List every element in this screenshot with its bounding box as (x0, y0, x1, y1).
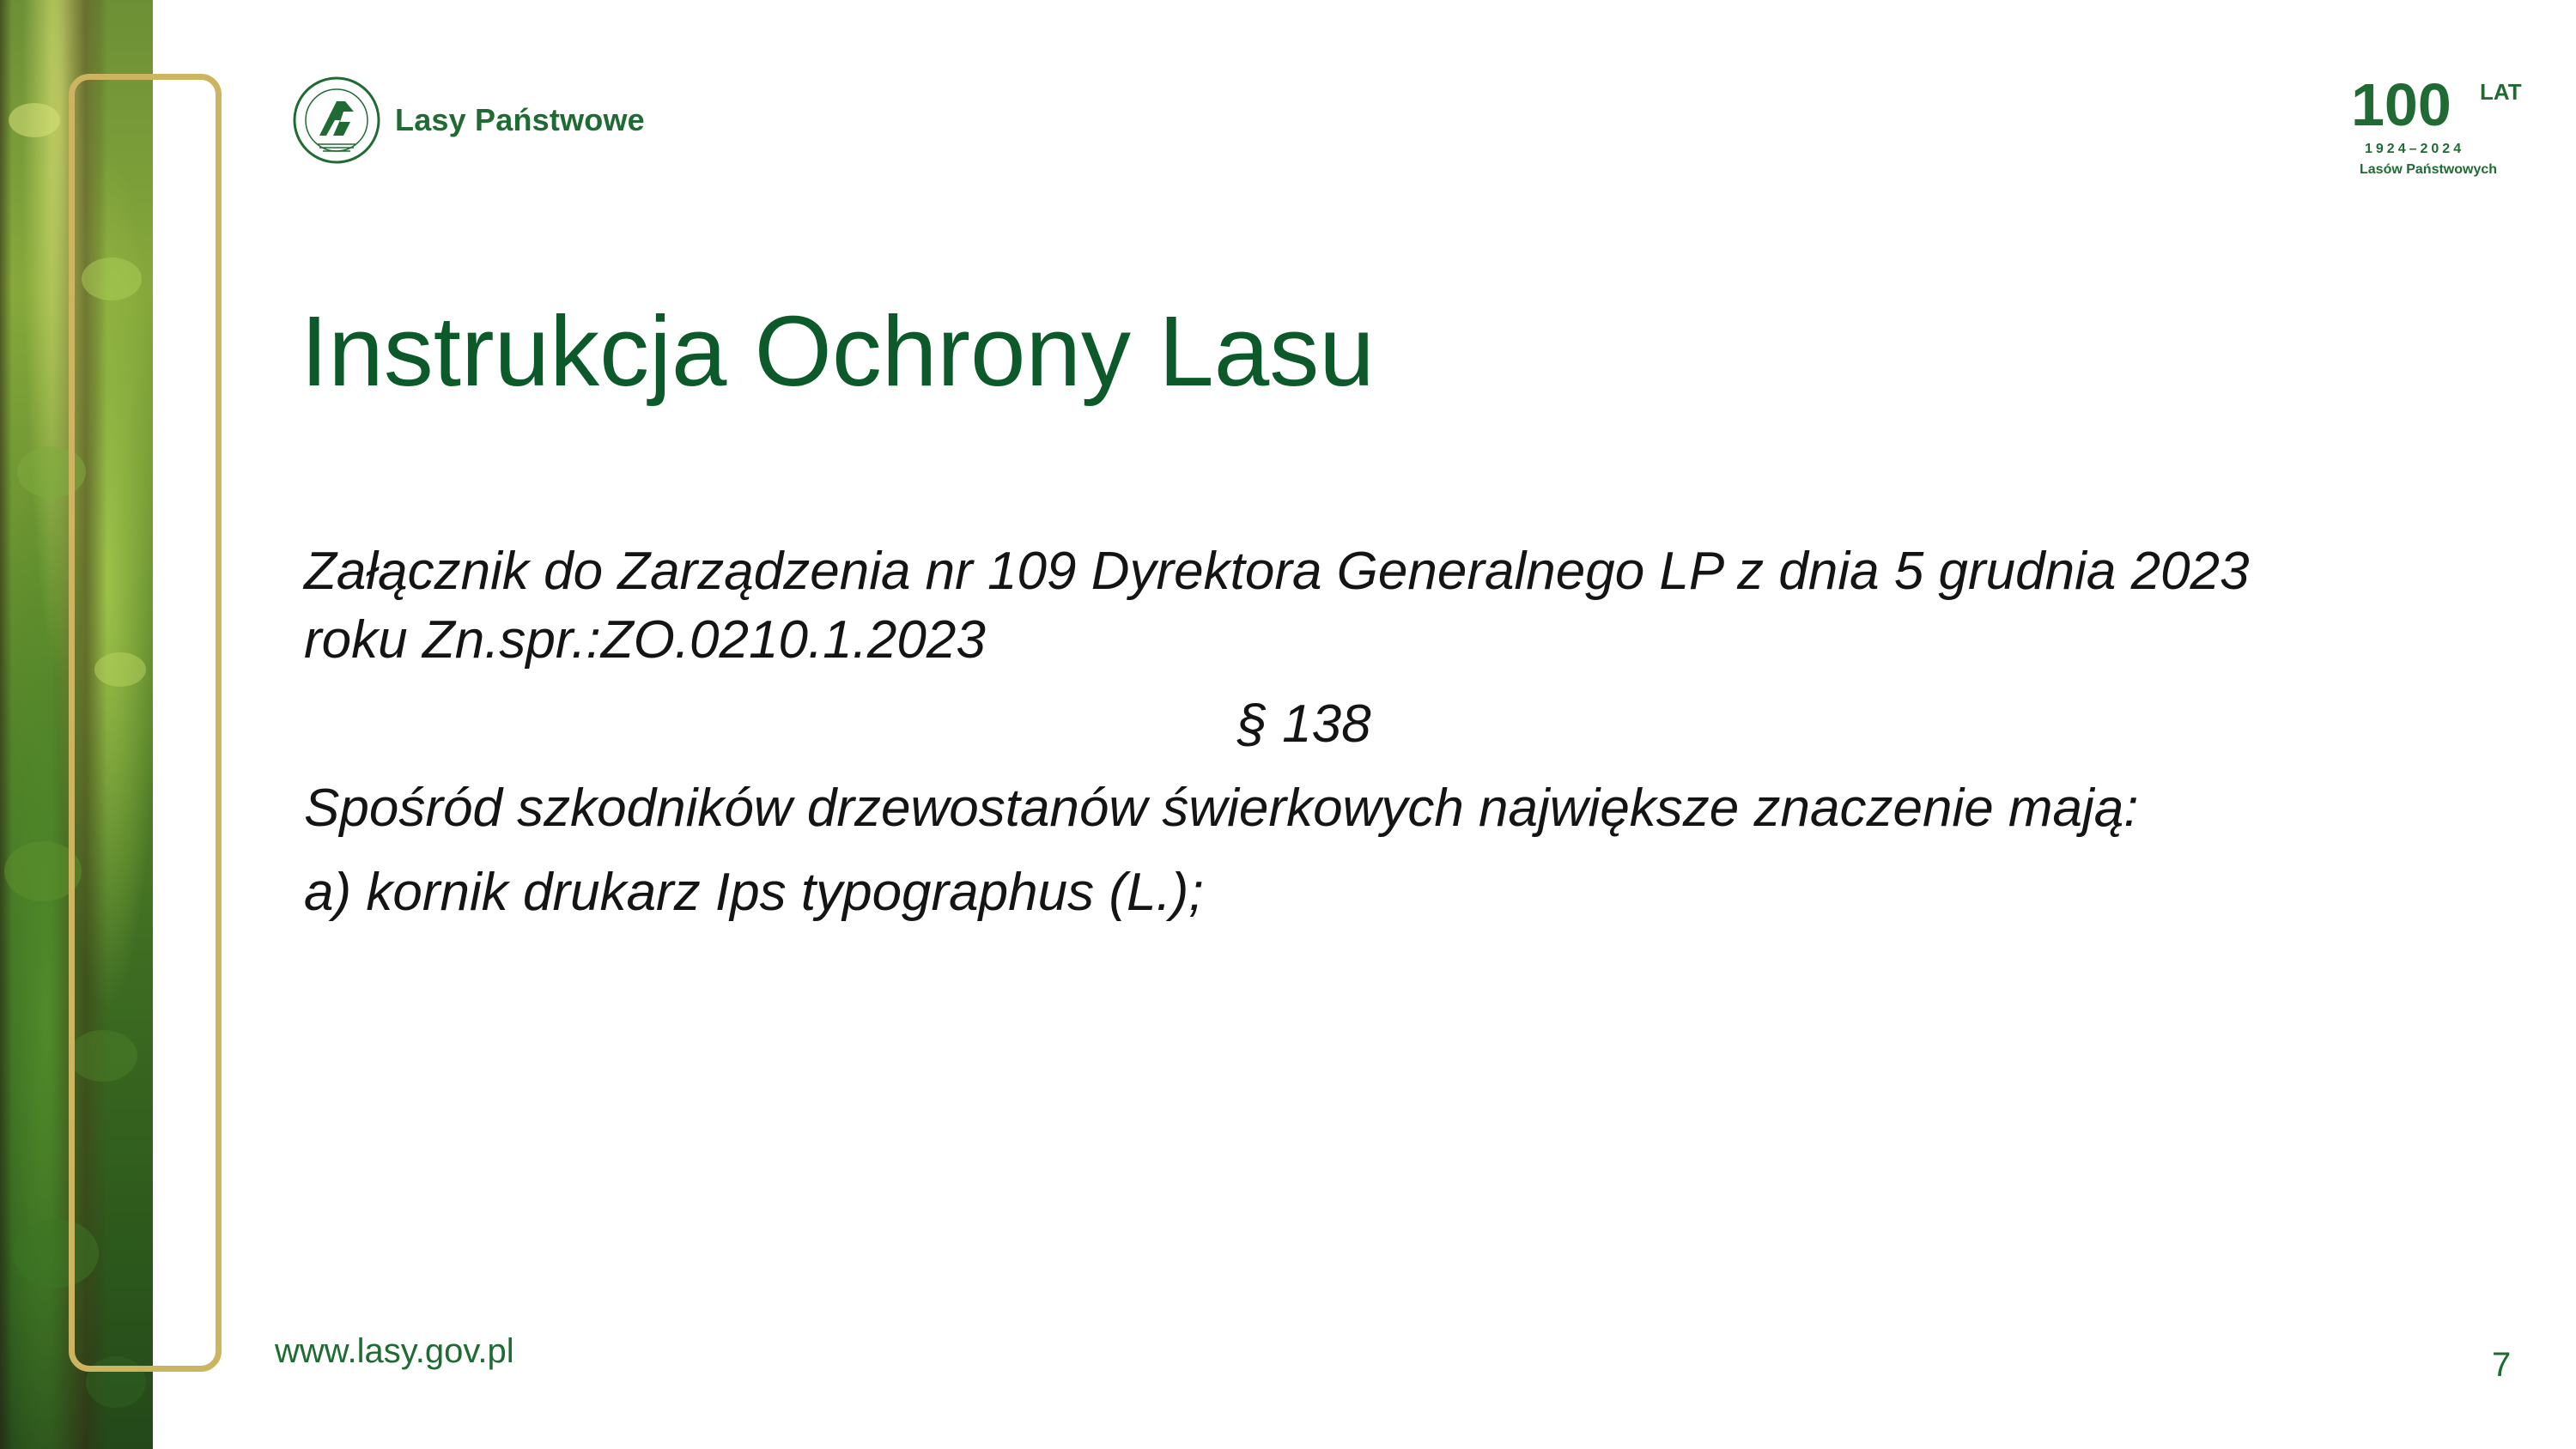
anniversary-lat: LAT (2480, 79, 2522, 105)
100-years-anniversary-logo (2351, 76, 2528, 179)
slide-body (304, 537, 2305, 927)
slide-title: Instrukcja Ochrony Lasu (301, 295, 1375, 407)
page-number: 7 (2492, 1346, 2512, 1384)
regulation-reference: Załącznik do Zarządzenia nr 109 Dyrektora Generalnego LP z dnia 5 grudnia 2023 roku Zn.spr.:ZO.0210.1.2023 (304, 542, 2250, 670)
decorative-gold-frame (69, 74, 222, 1372)
pests-intro: Spośród szkodników drzewostanów świerkowych największe znaczenie mają: (304, 779, 2139, 838)
lp-emblem-icon (292, 76, 381, 165)
anniversary-caption: Lasów Państwowych (2360, 162, 2498, 177)
paragraph-number: § 138 (1237, 694, 1371, 754)
anniversary-number: 100 (2351, 76, 2451, 138)
anniversary-years: 1924–2024 (2365, 142, 2465, 156)
lasy-panstwowe-logo (292, 76, 645, 165)
footer-website-link[interactable]: www.lasy.gov.pl (275, 1332, 514, 1370)
pest-item-a: a) kornik drukarz Ips typographus (L.); (304, 863, 1204, 922)
logo-wordmark: Lasy Państwowe (395, 102, 645, 137)
